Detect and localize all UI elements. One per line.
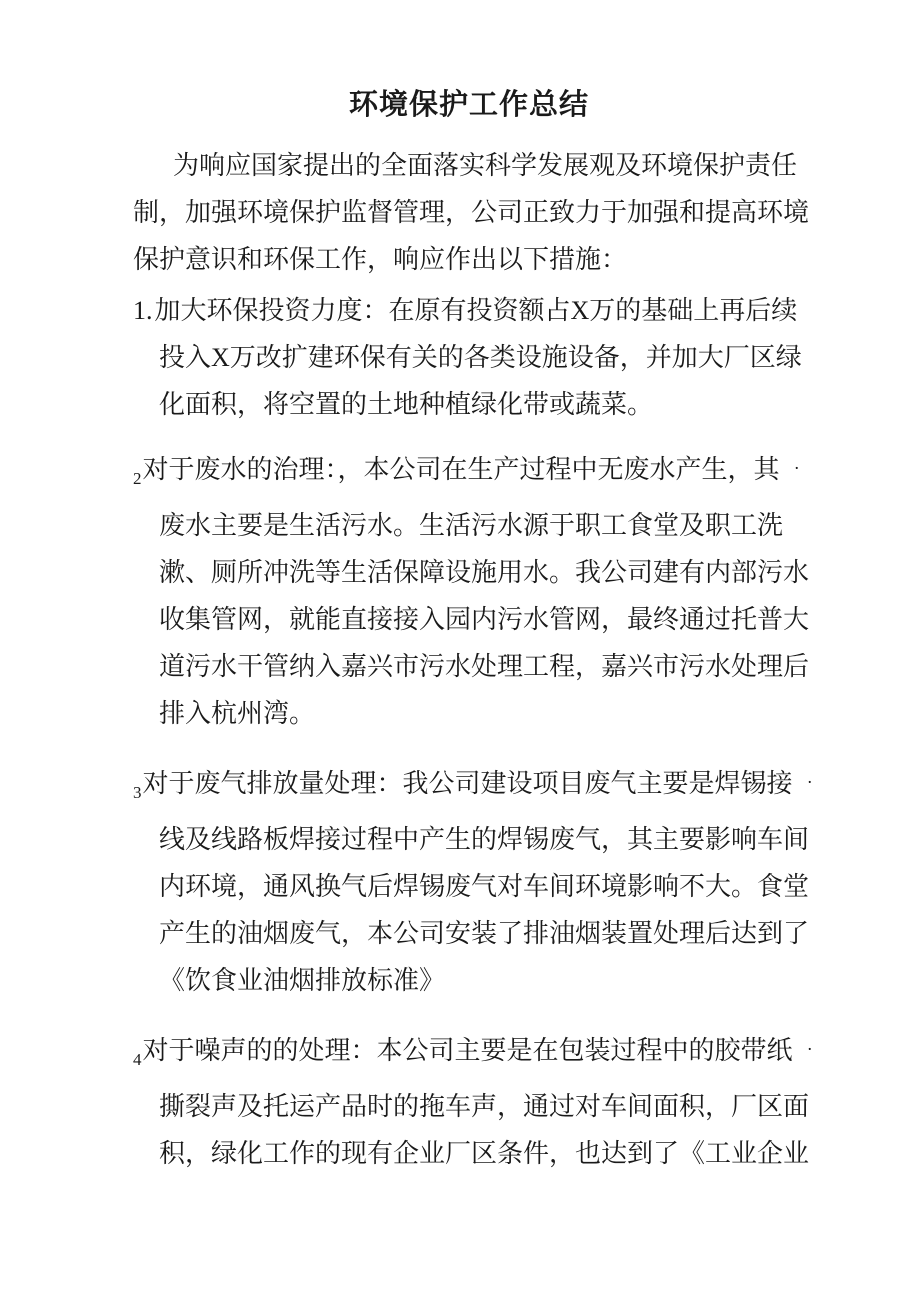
text-line: 积，绿化工作的现有企业厂区条件，也达到了《工业企业 xyxy=(159,1139,810,1168)
text-line: 内环境，通风换气后焊锡废气对车间环境影响不大。食堂 xyxy=(159,872,810,901)
text-line-content: 对于废水的治理：，本公司在生产过程中无废水产生，其 xyxy=(142,455,780,484)
trailing-dot: . xyxy=(807,767,813,787)
document-title: 环境保护工作总结 xyxy=(348,89,589,121)
text-line: 线及线路板焊接过程中产生的焊锡废气，其主要影响车间 xyxy=(159,825,810,854)
text-line: 撕裂声及托运产品时的拖车声，通过对车间面积，厂区面 xyxy=(159,1092,810,1121)
list-item-3 xyxy=(133,754,813,1004)
text-line: 投入X万改扩建环保有关的各类设施设备，并加大厂区绿 xyxy=(159,343,802,372)
text-line: 化面积，将空置的土地种植绿化带或蔬菜。 xyxy=(159,390,654,419)
list-item-1 xyxy=(133,287,805,428)
text-line xyxy=(133,754,813,816)
text-line xyxy=(133,287,805,334)
text-line xyxy=(133,440,805,502)
text-line: 废水主要是生活污水。生活污水源于职工食堂及职工洗 xyxy=(159,511,784,540)
text-line: 道污水干管纳入嘉兴市污水处理工程，嘉兴市污水处理后 xyxy=(159,652,810,681)
text-line: 漱、厕所冲洗等生活保障设施用水。我公司建有内部污水 xyxy=(159,558,810,587)
item-number-marker: 4 xyxy=(133,1050,142,1069)
list-item-2 xyxy=(133,440,810,737)
text-line-content: 对于废气排放量处理：我公司建设项目废气主要是焊锡接 xyxy=(142,769,793,798)
text-line: 排入杭州湾。 xyxy=(159,699,316,728)
text-line: 为响应国家提出的全面落实科学发展观及环境保护责任 xyxy=(173,151,798,180)
item-number-marker: 1. xyxy=(133,296,153,325)
item-number-marker: 2 xyxy=(133,469,142,488)
text-line: 收集管网，就能直接接入园内污水管网，最终通过托普大 xyxy=(159,605,810,634)
text-line-content: 加大环保投资力度：在原有投资额占X万的基础上再后续 xyxy=(154,296,798,325)
text-line: 产生的油烟废气，本公司安装了排油烟装置处理后达到了 xyxy=(159,919,810,948)
document-body xyxy=(133,0,813,1177)
text-line-content: 对于噪声的的处理：本公司主要是在包装过程中的胶带纸 xyxy=(142,1036,793,1065)
text-line xyxy=(133,1021,813,1083)
intro-paragraph xyxy=(133,142,810,283)
list-item-4 xyxy=(133,1021,813,1177)
text-line: 制，加强环境保护监督管理，公司正致力于加强和提高环境 xyxy=(133,198,810,227)
text-line: 《饮食业油烟排放标准》 xyxy=(159,966,446,995)
text-line: 保护意识和环保工作，响应作出以下措施： xyxy=(133,245,628,274)
document-content xyxy=(133,142,813,1177)
trailing-dot: . xyxy=(794,453,800,473)
trailing-dot: . xyxy=(807,1034,813,1054)
item-number-marker: 3 xyxy=(133,783,142,802)
